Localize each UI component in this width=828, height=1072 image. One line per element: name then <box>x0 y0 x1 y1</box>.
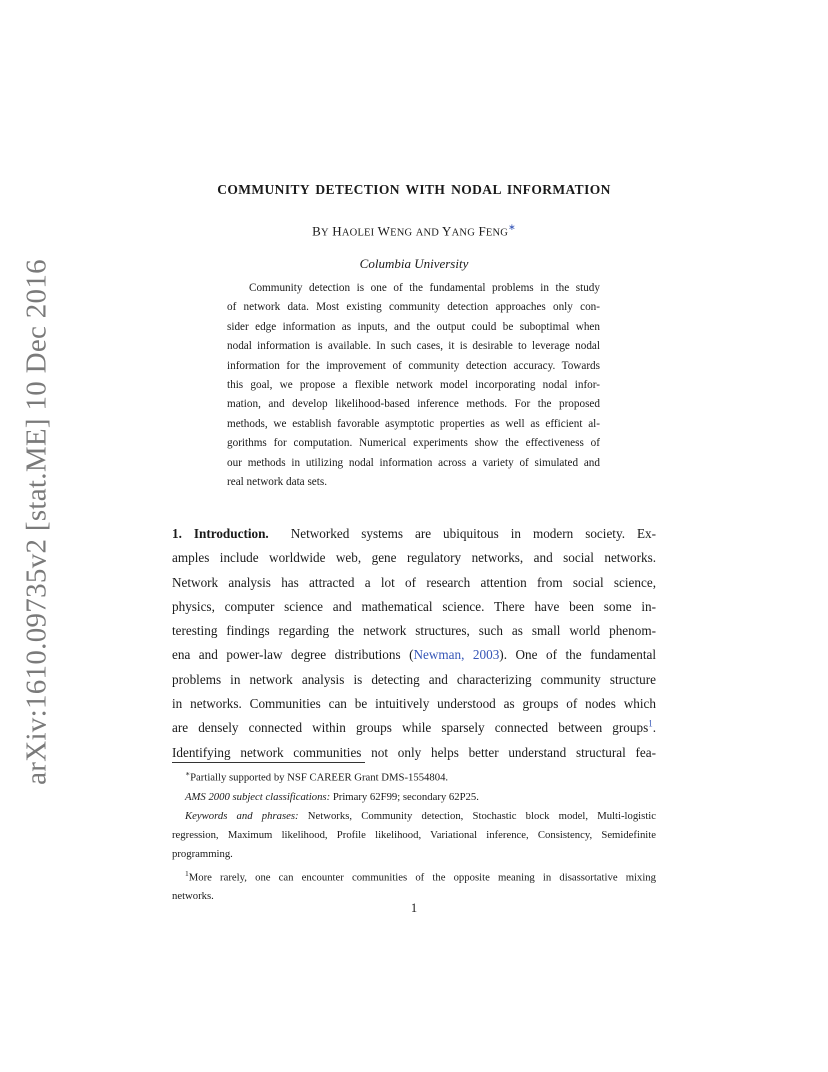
footnote-text: Partially supported by NSF CAREER Grant DMS-1554804. <box>190 771 449 784</box>
footnotes <box>172 764 656 906</box>
citation-link[interactable]: Newman, 2003 <box>413 647 500 663</box>
intro-line: Identifying network communities not only helps better understand structural fea- <box>172 744 656 760</box>
author2-last-rest: ENG <box>485 227 509 239</box>
footnote-keywords-cont: programming. <box>172 847 233 860</box>
intro-text: Networked systems are ubiquitous in modern society. Ex- <box>290 526 656 541</box>
intro-line: Network analysis has attracted a lot of research attention from social science, <box>172 574 656 590</box>
footnote-funding <box>172 764 656 788</box>
intro-line: teresting findings regarding the network structures, such as small world phenom- <box>172 623 656 639</box>
author1-last-rest: ENG <box>390 227 413 239</box>
author1-first-initial: H <box>332 223 342 239</box>
author-by-rest: Y <box>321 227 329 239</box>
author-and: AND <box>415 227 440 239</box>
author2-last-initial: F <box>478 223 486 239</box>
introduction-section <box>172 522 656 765</box>
abstract-line: nodal information is available. In such cases, it is desirable to leverage nodal <box>227 340 600 353</box>
author-line <box>0 222 828 239</box>
footnote-1 <box>172 864 656 888</box>
intro-line <box>172 716 656 740</box>
intro-text: are densely connected within groups while sparsely connected between groups <box>172 720 649 736</box>
intro-text: ena and power-law degree distributions ( <box>172 647 414 663</box>
affiliation: Columbia University <box>359 256 469 271</box>
intro-line: amples include worldwide web, gene regulatory networks, and social networks. <box>172 550 656 566</box>
footnote-1-mark: 1 <box>185 868 189 878</box>
intro-line <box>172 643 656 667</box>
footnote-1-cont: networks. <box>172 890 214 903</box>
intro-line: in networks. Communities can be intuitively understood as groups of nodes which <box>172 696 656 712</box>
keywords-label: Keywords and phrases: <box>185 809 299 822</box>
footnote-keywords <box>172 807 656 826</box>
intro-text: ). One of the fundamental <box>499 647 657 663</box>
author1-first-rest: AOLEI <box>341 227 375 239</box>
keywords-text: Networks, Community detection, Stochastic block model, Multi-logistic <box>298 809 656 822</box>
author2-first-rest: ANG <box>451 227 475 239</box>
ams-label: AMS 2000 subject classifications: <box>185 790 331 803</box>
abstract-line: Community detection is one of the fundamental problems in the study <box>249 282 600 294</box>
abstract-line: methods, we establish favorable asymptotic properties as well as efficient al- <box>227 417 600 430</box>
intro-text: . <box>652 720 656 736</box>
author2-first-initial: Y <box>442 223 452 239</box>
ams-text: Primary 62F99; secondary 62P25. <box>330 790 479 803</box>
abstract-line: sider edge information as inputs, and the output could be suboptimal when <box>227 320 600 333</box>
abstract-line: of network data. Most existing community detection approaches only con- <box>227 301 600 314</box>
author-footnote-link[interactable]: ∗ <box>508 222 516 232</box>
abstract-line: our methods in utilizing nodal information across a variety of simulated and <box>227 456 600 469</box>
footnote-star-mark: ∗ <box>185 769 191 778</box>
author1-last-initial: W <box>377 223 391 239</box>
paper-title: COMMUNITY DETECTION WITH NODAL INFORMATION <box>217 182 611 197</box>
abstract-line: mation, and develop likelihood-based inference methods. For the proposed <box>227 398 600 411</box>
section-heading: 1. Introduction. <box>172 526 269 541</box>
footnote-keywords-cont: regression, Maximum likelihood, Profile likelihood, Variational inference, Consistency, Semidefinite <box>172 828 656 841</box>
footnote-divider <box>172 762 365 763</box>
abstract <box>227 279 600 492</box>
footnote-link[interactable]: 1 <box>648 718 653 729</box>
abstract-line: gorithms for computation. Numerical experiments show the effectiveness of <box>227 437 600 450</box>
arxiv-identifier-stamp: arXiv:1610.09735v2 [stat.ME] 10 Dec 2016 <box>20 259 53 785</box>
page-number: 1 <box>410 901 418 915</box>
abstract-line: this goal, we propose a flexible network model incorporating nodal infor- <box>227 379 600 392</box>
footnote-ams <box>172 788 656 807</box>
intro-line: problems in network analysis is detecting and characterizing community structure <box>172 671 656 687</box>
abstract-line: real network data sets. <box>227 476 328 489</box>
abstract-line: information for the improvement of community detection accuracy. Towards <box>227 359 600 372</box>
footnote-text: More rarely, one can encounter communities of the opposite meaning in disassortative mixing <box>188 871 656 884</box>
author-by-initial: B <box>312 223 322 239</box>
intro-line <box>172 522 656 546</box>
intro-line: physics, computer science and mathematical science. There have been some in- <box>172 598 656 614</box>
